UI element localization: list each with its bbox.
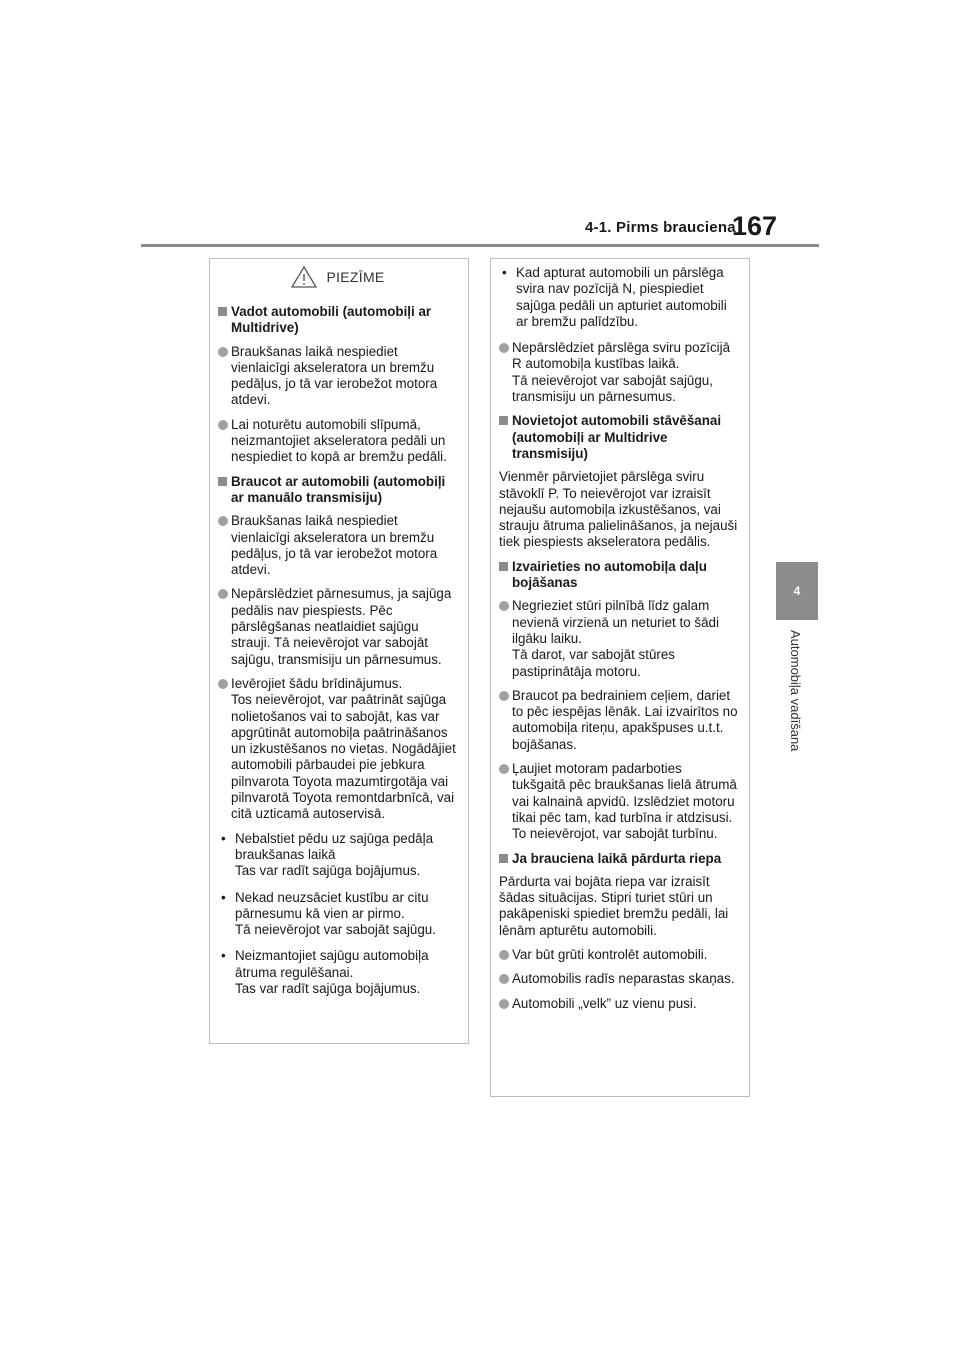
section-heading: Braucot ar automobili (automobiļi ar manuālo transmisiju) — [218, 474, 458, 507]
chapter-label-text: Automobiļa vadīšana — [788, 630, 803, 752]
circle-bullet-icon — [499, 691, 509, 701]
dash-item: • Nekad neuzsāciet kustību ar citu pārnesumu kā vien ar pirmo. Tā neievērojot var sabojāt sajūgu. — [221, 889, 436, 938]
section-heading: Izvairieties no automobiļa daļu bojāšanas — [499, 559, 739, 592]
list-item: Automobilis radīs neparastas skaņas. — [499, 971, 739, 987]
dash-item: • Kad apturat automobili un pārslēga svira nav pozīcijā N, piespiediet sajūga pedāli un apturiet automobili ar bremžu palīdzību. — [502, 265, 727, 329]
list-item: Braukšanas laikā nespiediet vienlaicīgi akseleratora un bremžu pedāļus, jo tā var ierobežot motora atdevi. — [218, 344, 458, 409]
section-heading: Ja brauciena laikā pārdurta riepa — [499, 851, 739, 867]
list-item: Braucot pa bedrainiem ceļiem, dariet to pēc iespējas lēnāk. Lai izvairītos no automobiļa riteņu, apakšpuses u.t.t. bojāšanas. — [499, 688, 739, 753]
square-bullet-icon — [218, 477, 227, 486]
list-item: Nepārslēdziet pārslēga sviru pozīcijā R automobiļa kustības laikā. Tā neievērojot var sabojāt sajūgu, transmisiju un pārnesumus. — [499, 340, 739, 405]
page-number: 167 — [732, 211, 778, 241]
circle-bullet-icon — [218, 420, 228, 430]
circle-bullet-icon — [499, 950, 509, 960]
circle-bullet-icon — [499, 764, 509, 774]
square-bullet-icon — [499, 416, 508, 425]
circle-bullet-icon — [218, 347, 228, 357]
square-bullet-icon — [499, 562, 508, 571]
list-item: Var būt grūti kontrolēt automobili. — [499, 947, 739, 963]
list-item: Automobili „velk” uz vienu pusi. — [499, 996, 739, 1012]
square-bullet-icon — [499, 854, 508, 863]
list-item: Ievērojiet šādu brīdinājumus. Tos neievērojot, var paātrināt sajūga nolietošanos vai to sabojāt, kas var apgrūtināt automobiļa paātrināšanos un izkustēšanos no vietas. Nogādājiet automobili pārbaudei pie jebkura pilnvarota Toyota mazumtirgotāja vai pilnvarotā Toyota remontdarbnīcā, vai citā uzticamā autoservisā. — [218, 676, 458, 823]
circle-bullet-icon — [499, 974, 509, 984]
notice-title-text: PIEZĪME — [326, 268, 385, 285]
list-item: Nepārslēdziet pārnesumus, ja sajūga pedālis nav piespiests. Pēc pārslēgšanas neatlaidiet sajūgu strauji. Tā neievērojot var sabojāt sajūgu, transmisiju un pārnesumus. — [218, 586, 458, 667]
chapter-label — [783, 630, 803, 790]
section-heading: Novietojot automobili stāvēšanai (automobiļi ar Multidrive transmisiju) — [499, 413, 739, 462]
paragraph: Vienmēr pārvietojiet pārslēga sviru stāvoklī P. To neievērojot var izraisīt nejaušu automobiļa izkustēšanos, vai strauju ātruma palielināšanos, ja nejauši tiek piespiests akseleratora pedālis. — [499, 469, 738, 550]
section-title: 4-1. Pirms brauciena — [585, 219, 736, 236]
notice-box-left — [209, 258, 469, 1044]
circle-bullet-icon — [218, 679, 228, 689]
chapter-tab: 4 — [776, 562, 818, 620]
circle-bullet-icon — [218, 516, 228, 526]
header-divider — [141, 244, 819, 247]
square-bullet-icon — [218, 307, 227, 316]
notice-box-right — [490, 258, 750, 1097]
list-item: Ļaujiet motoram padarboties tukšgaitā pēc braukšanas lielā ātrumā vai kalnainā apvidū. Izslēdziet motoru tikai pēc tam, kad turbīna ir atdzisusi. To neievērojot, var sabojāt turbīnu. — [499, 761, 739, 842]
circle-bullet-icon — [499, 343, 509, 353]
dash-item: • Neizmantojiet sajūgu automobiļa ātruma regulēšanai. Tas var radīt sajūga bojājumus. — [221, 948, 429, 996]
list-item: Braukšanas laikā nespiediet vienlaicīgi akseleratora un bremžu pedāļus, jo tā var ierobežot motora atdevi. — [218, 513, 458, 578]
paragraph: Pārdurta vai bojāta riepa var izraisīt šādas situācijas. Stipri turiet stūri un pakāpeniski spiediet bremžu pedāli, lai lēnām apturētu automobili. — [499, 873, 729, 938]
notice-title — [218, 265, 458, 289]
circle-bullet-icon — [218, 589, 228, 599]
list-item: Negrieziet stūri pilnībā līdz galam nevienā virzienā un neturiet to šādi ilgāku laiku. Tā darot, var sabojāt stūres pastiprinātāja motoru. — [499, 598, 739, 679]
dash-item: • Nebalstiet pēdu uz sajūga pedāļa braukšanas laikā Tas var radīt sajūga bojājumus. — [221, 830, 434, 879]
circle-bullet-icon — [499, 999, 509, 1009]
list-item: Lai noturētu automobili slīpumā, neizmantojiet akseleratora pedāli un nespiediet to kopā ar bremžu pedāli. — [218, 417, 458, 466]
circle-bullet-icon — [499, 601, 509, 611]
section-heading: Vadot automobili (automobiļi ar Multidrive) — [218, 304, 458, 337]
warning-triangle-icon — [291, 266, 317, 288]
